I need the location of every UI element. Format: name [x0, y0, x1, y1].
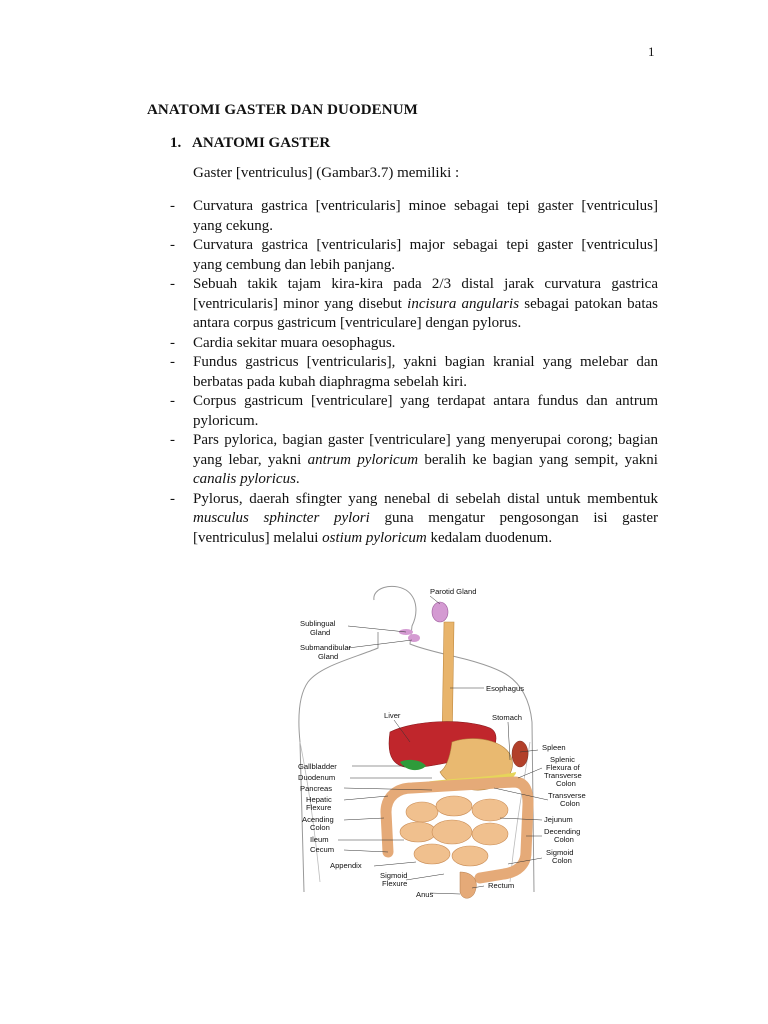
- label-jejunum: Jejunum: [544, 815, 573, 824]
- label-pancreas: Pancreas: [300, 784, 333, 793]
- label-sublingual-gland: Sublingual: [300, 619, 336, 628]
- bullet-dash: -: [170, 490, 175, 507]
- bullet-italic-term: musculus sphincter pylori: [193, 510, 370, 526]
- label-submandibular-gland: Submandibular: [300, 643, 352, 652]
- bullet-dash: -: [170, 198, 175, 214]
- rectum-shape: [460, 872, 476, 898]
- section-heading: [170, 135, 330, 152]
- bullet-text: Cardia sekitar muara oesophagus.: [193, 334, 396, 351]
- section-title: ANATOMI GASTER: [192, 135, 331, 151]
- label-splenic-flexure-2: Flexura of: [546, 763, 580, 772]
- label-splenic-flexure-4: Colon: [556, 779, 576, 788]
- label-hepatic-flexure-2: Flexure: [306, 803, 332, 812]
- parotid-gland-shape: [432, 602, 448, 622]
- bullet-text: Pars pylorica, bagian gaster [ventriculare] yang menyerupai corong; bagian yang lebar, yakni: [193, 432, 658, 468]
- label-duodenum: Duodenum: [298, 773, 336, 782]
- label-gallbladder: Gallbladder: [298, 762, 337, 771]
- page-number: 1: [648, 44, 655, 59]
- bullet-item: [170, 392, 658, 431]
- bullet-item: [170, 236, 658, 275]
- bullet-dash: -: [170, 432, 175, 448]
- bullet-italic-term: antrum pyloricum: [307, 451, 419, 468]
- label-splenic-flexure: Splenic: [550, 755, 575, 764]
- digestive-system-figure: [294, 582, 604, 902]
- small-intestine-shape: [400, 796, 508, 866]
- submandibular-gland-shape: [408, 634, 420, 642]
- bullet-text: kedalam duodenum.: [426, 529, 553, 546]
- bullet-item: [170, 353, 658, 392]
- bullet-item: [170, 490, 658, 549]
- bullet-italic-term: canalis pyloricus: [193, 471, 296, 487]
- label-ileum: Ileum: [310, 835, 329, 844]
- bullet-dash: -: [170, 237, 175, 253]
- label-appendix: Appendix: [330, 861, 362, 870]
- digestive-system-diagram: [294, 582, 604, 902]
- salivary-glands: [399, 602, 448, 642]
- label-cecum: Cecum: [310, 845, 335, 854]
- bullet-list: [170, 197, 658, 548]
- label-acending-colon-2: Colon: [310, 823, 330, 832]
- document-title: ANATOMI GASTER DAN DUODENUM: [147, 102, 418, 118]
- bullet-dash: -: [170, 354, 175, 370]
- bullet-item: [170, 431, 658, 490]
- label-esophagus: Esophagus: [486, 684, 524, 693]
- label-decending-colon: Decending: [544, 827, 581, 836]
- bullet-item: [170, 334, 658, 354]
- bullet-italic-term: incisura angularis: [407, 295, 520, 312]
- label-liver: Liver: [384, 711, 401, 720]
- label-submandibular-gland-2: Gland: [318, 652, 339, 661]
- bullet-item: [170, 197, 658, 236]
- label-rectum: Rectum: [488, 881, 515, 890]
- bullet-dash: -: [170, 276, 175, 292]
- bullet-italic-term: ostium pyloricum: [322, 529, 427, 546]
- label-transverse-colon-2: Colon: [560, 799, 580, 808]
- label-splenic-flexure-3: Transverse: [544, 771, 582, 780]
- label-sublingual-gland-2: Gland: [310, 628, 331, 637]
- label-spleen: Spleen: [542, 743, 566, 752]
- label-stomach: Stomach: [492, 713, 522, 722]
- bullet-text: guna mengatur pengosongan isi gaster [ventriculus] melalui: [193, 510, 658, 546]
- label-sigmoid-flexure: Sigmoid: [380, 871, 408, 880]
- label-sigmoid-flexure-2: Flexure: [382, 879, 408, 888]
- bullet-text: Curvatura gastrica [ventricularis] minoe sebagai tepi gaster [ventriculus] yang cekung.: [193, 198, 658, 234]
- bullet-item: [170, 275, 658, 334]
- label-anus: Anus: [416, 890, 434, 899]
- label-parotid-gland: Parotid Gland: [430, 587, 477, 596]
- bullet-text: sebagai patokan batas antara corpus gastricum [ventriculare] dengan pylorus.: [193, 295, 658, 331]
- section-number: 1.: [170, 135, 182, 151]
- bullet-text: Pylorus, daerah sfingter yang nenebal di sebelah distal untuk membentuk: [193, 490, 658, 507]
- spleen-shape: [512, 741, 528, 767]
- bullet-dash: -: [170, 393, 175, 409]
- bullet-text: Sebuah takik tajam kira-kira pada 2/3 distal jarak curvatura gastrica [ventricularis] minor yang disebut: [193, 276, 658, 312]
- label-sigmoid-colon: Sigmoid: [546, 848, 574, 857]
- bullet-dash: -: [170, 334, 175, 351]
- label-sigmoid-colon-2: Colon: [552, 856, 572, 865]
- label-transverse-colon: Transverse: [548, 791, 586, 800]
- bullet-text: Fundus gastricus [ventricularis], yakni bagian kranial yang melebar dan berbatas pada kubah diaphragma sebelah kiri.: [193, 354, 658, 390]
- intro-paragraph: Gaster [ventriculus] (Gambar3.7) memiliki :: [193, 165, 460, 181]
- bullet-text: Curvatura gastrica [ventricularis] major sebagai tepi gaster [ventriculus] yang cembung dan lebih panjang.: [193, 237, 658, 273]
- label-hepatic-flexure: Hepatic: [306, 795, 332, 804]
- bullet-text: Corpus gastricum [ventriculare] yang terdapat antara fundus dan antrum pyloricum.: [193, 393, 658, 429]
- label-acending-colon: Acending: [302, 815, 334, 824]
- bullet-text: beralih ke bagian yang sempit, yakni: [418, 451, 658, 468]
- bullet-text: .: [295, 471, 300, 487]
- label-decending-colon-2: Colon: [554, 835, 574, 844]
